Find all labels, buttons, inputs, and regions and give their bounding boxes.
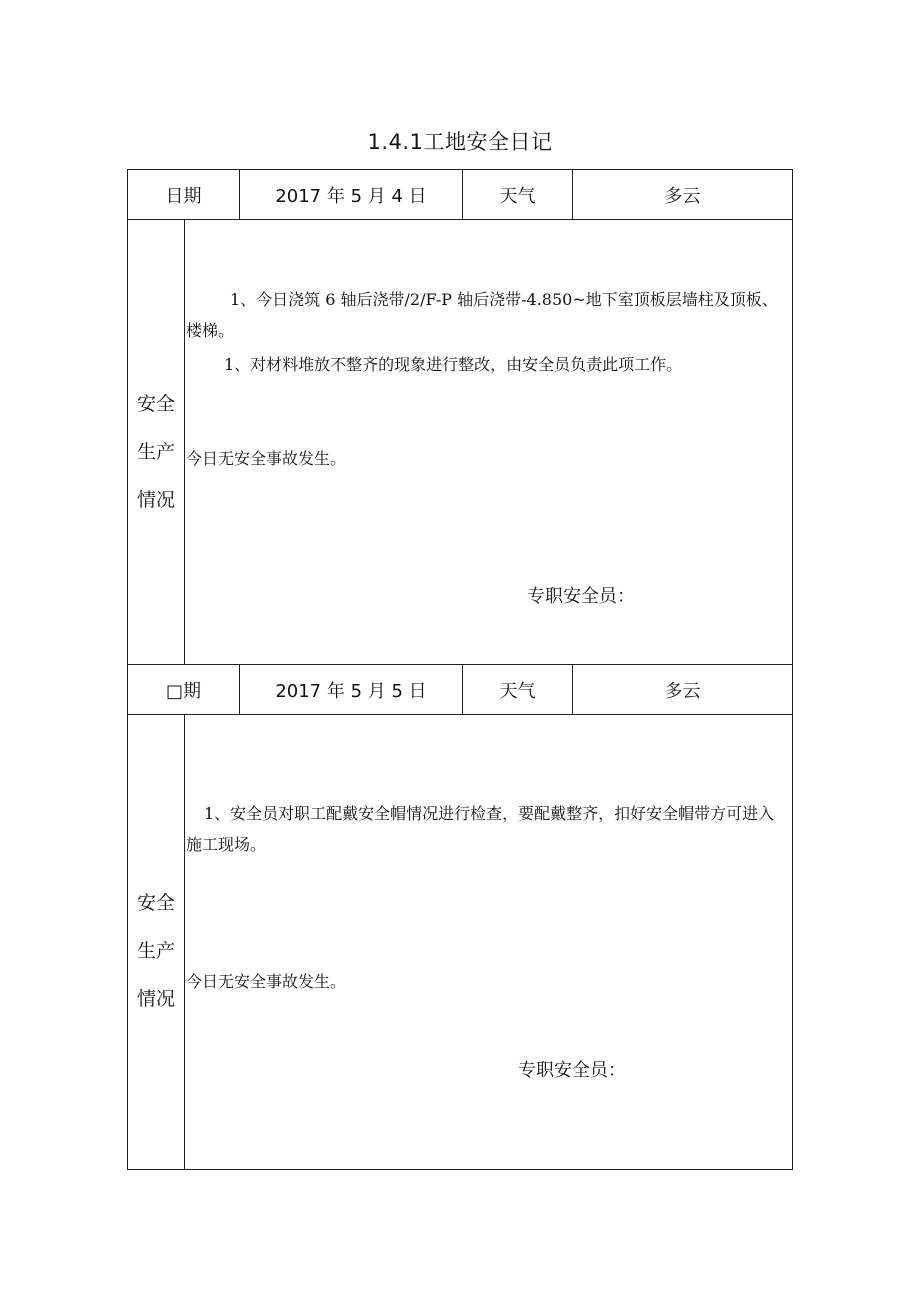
signature-label: 专职安全员： (518, 1060, 626, 1081)
weather-label: 天气 (499, 680, 536, 702)
signature-label: 专职安全员： (527, 586, 635, 607)
table-border (184, 219, 185, 664)
date-value: 2017 年 5 月 5 日 (275, 680, 427, 702)
date-value: 2017 年 5 月 4 日 (275, 185, 427, 207)
entry-paragraph: 1、今日浇筑 6 轴后浇带/2/F-P 轴后浇带-4.850~地下室顶板层墙柱及顶板、楼梯。 (186, 290, 778, 340)
entry-paragraph: 今日无安全事故发生。 (186, 972, 347, 991)
weather-value: 多云 (664, 185, 701, 207)
table-border (184, 714, 185, 1169)
table-border (792, 664, 793, 1170)
table-border (792, 169, 793, 665)
weather-value: 多云 (664, 680, 701, 702)
section-label-line: 生产 (136, 441, 175, 463)
entry-paragraph: 1、安全员对职工配戴安全帽情况进行检查，要配戴整齐，扣好安全帽带方可进入施工现场。 (186, 804, 775, 854)
entry-paragraph: 今日无安全事故发生。 (186, 449, 347, 468)
date-label: 日期 (165, 185, 202, 207)
table-border (127, 714, 793, 715)
section-label-line: 情况 (136, 988, 175, 1010)
entry-paragraph: 1、对材料堆放不整齐的现象进行整改，由安全员负责此项工作。 (224, 355, 683, 374)
section-label-line: 情况 (136, 489, 175, 511)
weather-label: 天气 (499, 185, 536, 207)
page-title: 1.4.1工地安全日记 (367, 130, 553, 154)
section-label (128, 879, 184, 1023)
section-label-line: 生产 (136, 940, 175, 962)
section-label (128, 380, 184, 524)
table-border (127, 1169, 793, 1170)
section-label-line: 安全 (136, 393, 175, 415)
table-border (127, 219, 793, 220)
section-label-line: 安全 (136, 892, 175, 914)
date-label: □期 (165, 680, 201, 702)
